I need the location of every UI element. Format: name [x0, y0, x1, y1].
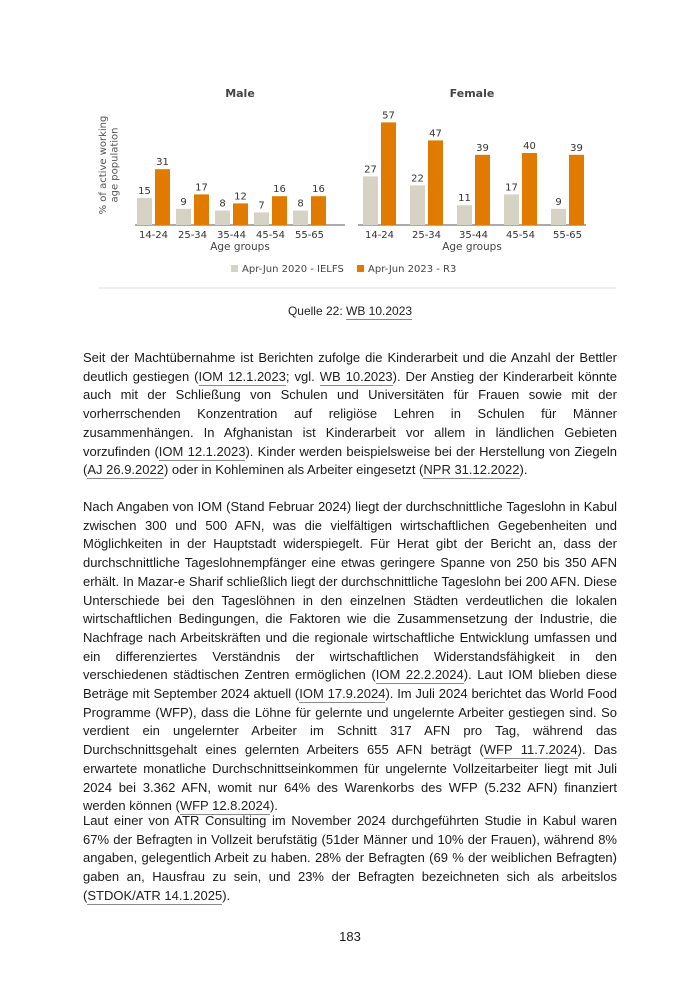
bar — [569, 155, 584, 225]
data-label: 8 — [297, 198, 304, 210]
caption-prefix: Quelle 22: — [287, 304, 346, 318]
x-tick-label: 55-65 — [294, 230, 325, 241]
source-reference-link[interactable]: NPR 31.12.2022 — [423, 462, 520, 478]
data-label: 31 — [156, 157, 169, 169]
bar — [504, 194, 519, 225]
data-label: 16 — [273, 184, 286, 196]
paragraph-text: ; vgl. — [285, 368, 320, 384]
source-reference-link[interactable]: STDOK/ATR 14.1.2025 — [87, 887, 223, 903]
bar — [381, 122, 396, 225]
bar — [522, 153, 537, 225]
paragraph-text: Laut einer von ATR Consulting im November 2024 durchgeführten Studie in Kabul waren 67% der Befragten in Vollzeit berufstätig (51der Männer und 10% der Frauen), während 8% angaben, gelegentlich Arbeit zu haben. 28% der Befragten (69 % der weiblichen Befragten) gaben an, Hausfrau zu sein, und 23% der Befragten bezeichneten sich als arbeitslos ( — [83, 813, 617, 903]
figure-caption — [0, 304, 700, 318]
paragraph-text: ). — [519, 462, 528, 478]
data-label: 57 — [382, 110, 395, 122]
source-reference-link[interactable]: IOM 17.9.2024 — [299, 686, 386, 702]
source-reference-link[interactable]: IOM 12.1.2023 — [198, 368, 286, 384]
labour-force-chart — [90, 80, 620, 292]
paragraph-text: ). Das erwartete monatliche Durchschnittseinkommen für ungelernte Vollzeitarbeiter liegt mit Juli 2024 bei 3.362 AFN, womit nur 64% des Warenkorbs des WFP (5.232 AFN) finanziert werden können ( — [83, 742, 617, 814]
bar — [254, 212, 269, 225]
paragraph-text: ). Kinder werden beispielsweise bei der Herstellung von Ziegeln ( — [83, 443, 617, 478]
bar — [475, 155, 490, 225]
panel-title: Female — [449, 87, 495, 100]
data-label: 16 — [312, 184, 325, 196]
bar — [363, 176, 378, 225]
data-label: 15 — [138, 186, 151, 197]
source-reference-link[interactable]: WFP 12.8.2024 — [179, 798, 270, 814]
bar — [155, 169, 170, 225]
panel-title: Male — [225, 87, 255, 100]
x-tick-label: 14-24 — [364, 230, 395, 241]
legend-label: Apr-Jun 2023 - R3 — [368, 264, 457, 275]
source-reference-link[interactable]: WB 10.2023 — [319, 368, 393, 384]
source-reference-link[interactable]: AJ 26.9.2022 — [87, 462, 164, 478]
caption-source-link[interactable]: WB 10.2023 — [346, 304, 413, 318]
data-label: 47 — [429, 128, 442, 140]
bar — [215, 211, 230, 225]
data-label: 12 — [234, 191, 247, 203]
legend-label: Apr-Jun 2020 - IELFS — [242, 264, 344, 275]
paragraph-employment-survey — [83, 812, 617, 906]
source-reference-link[interactable]: IOM 22.2.2024 — [375, 667, 464, 683]
source-reference-link[interactable]: IOM 12.1.2023 — [158, 443, 246, 459]
bar — [457, 205, 472, 225]
bar — [176, 209, 191, 225]
paragraph-text: ) oder in Kohleminen als Arbeiter eingesetzt ( — [163, 462, 424, 478]
bar — [137, 198, 152, 225]
x-tick-label: 14-24 — [138, 230, 169, 241]
x-axis-label: Age groups — [442, 241, 502, 253]
data-label: 27 — [364, 164, 377, 176]
data-label: 22 — [411, 173, 424, 185]
data-label: 8 — [219, 198, 226, 210]
data-label: 40 — [523, 141, 536, 152]
paragraph-text: ). Der Anstieg der Kinderarbeit könnte auch mit der Schließung von Schulen und Universitäten für Frauen sowie mit der vorherrschenden Konzentration auf religiöse Lehren in Schulen für Männer zusammenhängen. In Afghanistan ist Kinderarbeit vor allem in ländlichen Gebieten vorzufinden ( — [83, 368, 618, 459]
data-label: 7 — [258, 200, 265, 212]
bar — [428, 140, 443, 225]
paragraph-text: ). — [269, 798, 278, 814]
y-axis-label-line2: age population — [109, 127, 121, 203]
paragraph-text: ). — [222, 887, 231, 903]
y-axis-label — [98, 116, 121, 215]
x-tick-label: 35-44 — [458, 230, 489, 241]
y-axis-label-line1: % of active working — [98, 115, 109, 215]
paragraph-daily-wages — [83, 498, 617, 816]
x-tick-label: 45-54 — [505, 230, 536, 241]
paragraph-text: Nach Angaben von IOM (Stand Februar 2024) liegt der durchschnittliche Tageslohn in Kabul zwischen 300 und 500 AFN, was die vielfältigen wirtschaftlichen Gegebenheiten und Möglichkeiten in der Hauptstadt widerspiegelt. Für Herat gibt der Bericht an, dass der durchschnittliche Tageslohnempfänger eine etwas geringere Spanne von 250 bis 350 AFN erhält. In Mazar-e Sharif schließlich liegt der durchschnittliche Tageslohn bei 200 AFN. Diese Unterschiede bei den Tageslöhnen in den einzelnen Städten verdeutlichen die lokalen wirtschaftlichen Bedingungen, die Faktoren wie die Zusammensetzung der Industrie, die Nachfrage nach Arbeitskräften und die regionale wirtschaftliche Entwicklung umfassen und ein differenziertes Verständnis der wirtschaftlichen Widerstandsfähigkeit in den verschiedenen städtischen Zentren ermöglichen ( — [83, 499, 617, 683]
x-tick-label: 25-34 — [177, 230, 208, 241]
paragraph-text: ). Im Juli 2024 berichtet das World Food Programme (WFP), dass die Löhne für gelernte und ungelernte Arbeiter gestiegen sind. So verdient ein ungelernter Arbeiter im Schnitt 317 AFN pro Tag, während das Durchschnittsgehalt eines gelernten Arbeiters 655 AFN beträgt ( — [83, 686, 617, 758]
data-label: 11 — [458, 193, 471, 205]
bar — [311, 196, 326, 225]
x-tick-label: 55-65 — [552, 230, 583, 241]
x-tick-label: 45-54 — [255, 230, 286, 241]
x-tick-label: 25-34 — [411, 230, 442, 241]
data-label: 39 — [476, 142, 489, 154]
data-label: 9 — [555, 196, 562, 208]
data-label: 17 — [195, 182, 208, 194]
bar — [194, 194, 209, 225]
x-tick-label: 35-44 — [216, 230, 247, 241]
page-number: 183 — [339, 929, 361, 944]
bar — [233, 203, 248, 225]
bar — [293, 211, 308, 225]
bar — [551, 209, 566, 225]
legend-swatch — [357, 265, 364, 272]
data-label: 39 — [570, 142, 583, 154]
data-label: 9 — [180, 196, 187, 208]
bar — [410, 185, 425, 225]
source-reference-link[interactable]: WFP 11.7.2024 — [483, 742, 578, 758]
paragraph-text: Seit der Machtübernahme ist Berichten zufolge die Kinderarbeit und die Anzahl der Bettler deutlich gestiegen ( — [83, 350, 617, 384]
paragraph-text: ). Laut IOM blieben diese Beträge mit September 2024 aktuell ( — [83, 667, 618, 702]
legend-swatch — [231, 265, 238, 272]
paragraph-child-labour — [83, 349, 617, 480]
x-axis-label: Age groups — [210, 241, 270, 253]
data-label: 17 — [505, 182, 518, 194]
bar — [272, 196, 287, 225]
